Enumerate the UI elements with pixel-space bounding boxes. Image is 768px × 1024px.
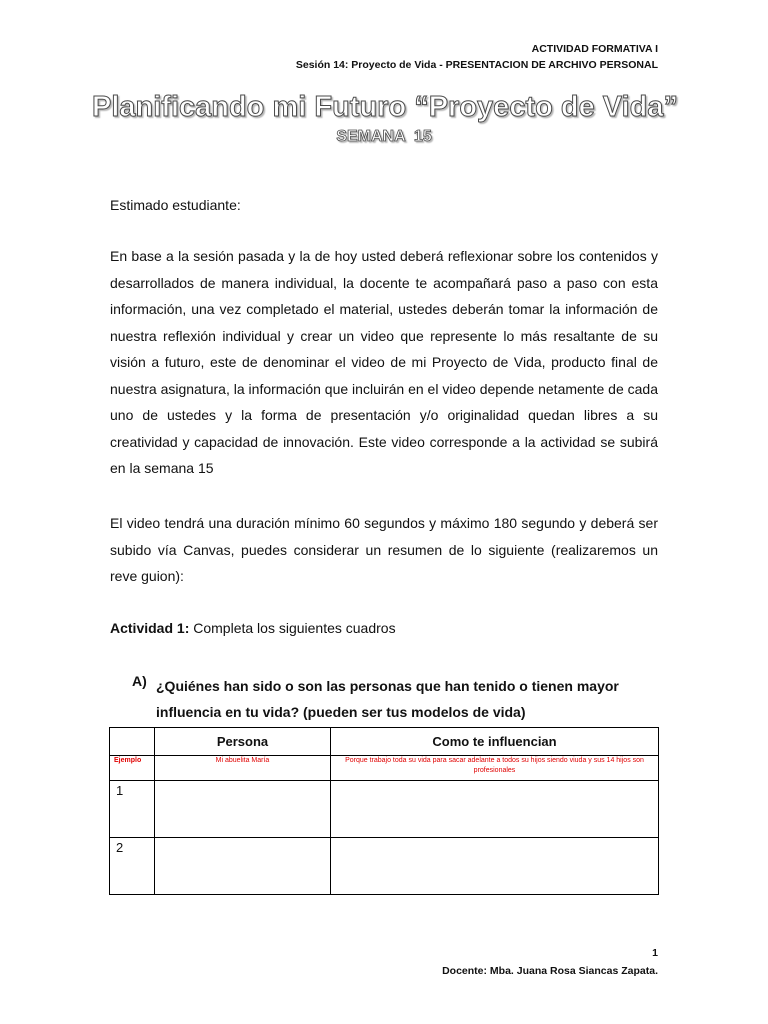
- influencia-cell[interactable]: [331, 838, 659, 895]
- document-title: [0, 86, 768, 152]
- table-header-influencia: Como te influencian: [331, 728, 659, 756]
- header-activity-title: ACTIVIDAD FORMATIVA I: [531, 43, 658, 55]
- table-row: [110, 781, 659, 838]
- table-header-persona: Persona: [155, 728, 331, 756]
- table-row: [110, 838, 659, 895]
- page-number: 1: [652, 947, 658, 959]
- activity-label: Actividad 1:: [110, 620, 190, 636]
- influencia-cell[interactable]: [331, 781, 659, 838]
- question-text: ¿Quiénes han sido o son las personas que han tenido o tienen mayor influencia en tu vida? (pueden ser tus modelos de vida): [156, 678, 619, 720]
- persona-cell[interactable]: [155, 781, 331, 838]
- week-subtitle: SEMANA 15: [336, 128, 432, 145]
- example-influencia: Porque trabajo toda su vida para sacar adelante a todos su hijos siendo viuda y sus 14 hijos son profesionales: [331, 756, 659, 781]
- row-number: 2: [110, 838, 155, 895]
- footer-teacher: Docente: Mba. Juana Rosa Siancas Zapata.: [442, 965, 658, 977]
- activity-text: Completa los siguientes cuadros: [189, 620, 396, 636]
- table-header-row: [110, 728, 659, 756]
- video-requirements-paragraph: El video tendrá una duración mínimo 60 segundos y máximo 180 segundo y deberá ser subido vía Canvas, puedes considerar un resumen de lo siguiente (realizaremos un reve guion):: [110, 515, 658, 584]
- instructions-paragraph: En base a la sesión pasada y la de hoy usted deberá reflexionar sobre los contenidos y desarrollados de manera individual, la docente te acompañará paso a paso con esta información, una vez completado el material, ustedes deberán tomar la información de nuestra reflexión individual y crear un video que represente lo más resaltante de su visión a futuro, este de denominar el video de mi Proyecto de Vida, producto final de nuestra asignatura, la información que incluirán en el video depende netamente de cada uno de ustedes y la forma de presentación y/o originalidad quedan libres a su creatividad y capacidad de innovación. Este video corresponde a la actividad se subirá en la semana 15: [110, 248, 658, 476]
- row-number: 1: [110, 781, 155, 838]
- table-header-blank: [110, 728, 155, 756]
- activity-heading: [110, 620, 396, 636]
- question-letter: A): [132, 673, 147, 689]
- main-title: Planificando mi Futuro “Proyecto de Vida”: [91, 91, 679, 123]
- example-persona: Mi abuelita María: [155, 756, 331, 781]
- greeting: Estimado estudiante:: [110, 197, 241, 213]
- example-label: Ejemplo: [110, 756, 155, 781]
- header-session-title: Sesión 14: Proyecto de Vida - PRESENTACION DE ARCHIVO PERSONAL: [295, 59, 658, 71]
- example-row: [110, 756, 659, 781]
- influences-table: [109, 727, 659, 895]
- persona-cell[interactable]: [155, 838, 331, 895]
